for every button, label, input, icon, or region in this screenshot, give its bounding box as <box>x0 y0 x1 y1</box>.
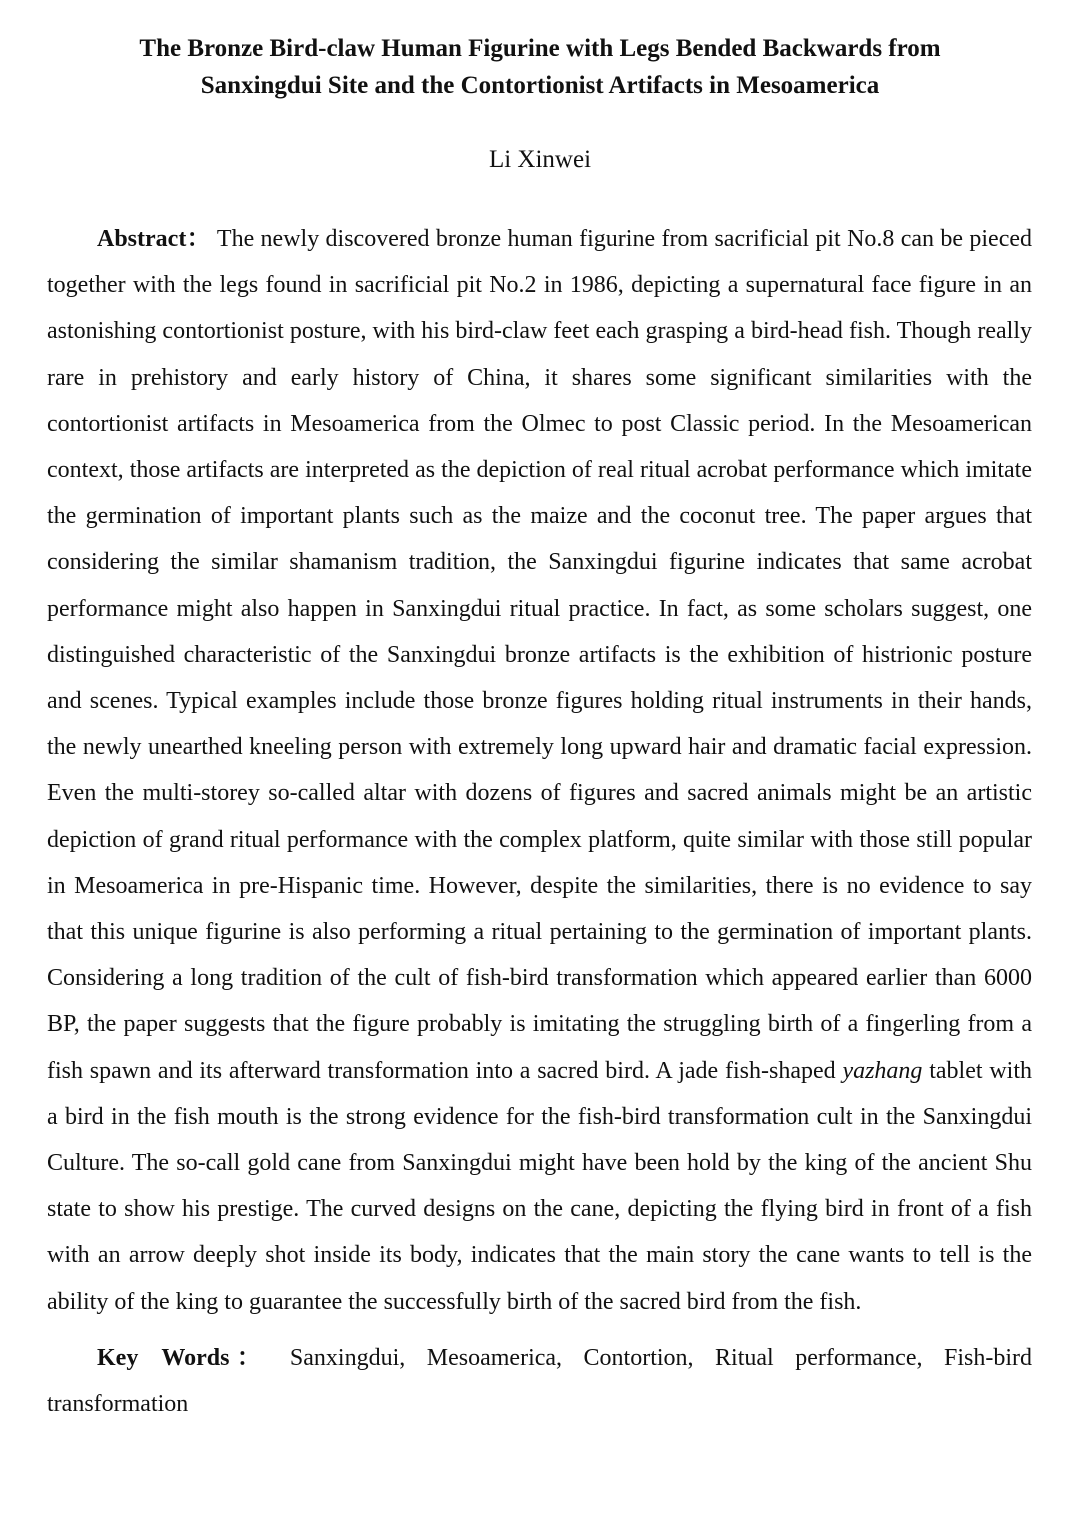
keywords-paragraph <box>47 1335 1032 1427</box>
abstract-text-part-1: The newly discovered bronze human figurine from sacrificial pit No.8 can be pieced together with the legs found in sacrificial pit No.2 in 1986, depicting a supernatural face figure in an astonishing contortionist posture, with his bird-claw feet each grasping a bird-head fish. Though really rare in prehistory and early history of China, it shares some significant similarities with the contortionist artifacts in Mesoamerica from the Olmec to post Classic period. In the Mesoamerican context, those artifacts are interpreted as the depiction of real ritual acrobat performance which imitate the germination of important plants such as the maize and the coconut tree. The paper argues that considering the similar shamanism tradition, the Sanxingdui figurine indicates that same acrobat performance might also happen in Sanxingdui ritual practice. In fact, as some scholars suggest, one distinguished characteristic of the Sanxingdui bronze artifacts is the exhibition of histrionic posture and scenes. Typical examples include those bronze figures holding ritual instruments in their hands, the newly unearthed kneeling person with extremely long upward hair and dramatic facial expression. Even the multi-storey so-called altar with dozens of figures and sacred animals might be an artistic depiction of grand ritual performance with the complex platform, quite similar with those still popular in Mesoamerica in pre-Hispanic time. However, despite the similarities, there is no evidence to say that this unique figurine is also performing a ritual pertaining to the germination of important plants. Considering a long tradition of the cult of fish-bird transformation which appeared earlier than 6000 BP, the paper suggests that the figure probably is imitating the struggling birth of a fingerling from a fish spawn and its afterward transformation into a sacred bird. A jade fish-shaped <box>47 226 1033 1084</box>
author-name: Li Xinwei <box>488 146 592 173</box>
abstract-label: Abstract： <box>97 226 211 252</box>
keywords-label: Key Words： <box>97 1345 269 1371</box>
paper-title <box>60 30 1020 104</box>
abstract-paragraph <box>47 216 1032 1325</box>
abstract-text-part-2: tablet with a bird in the fish mouth is the strong evidence for the fish-bird transformation cult in the Sanxingdui Culture. The so-call gold cane from Sanxingdui might have been hold by the king of the ancient Shu state to show his prestige. The curved designs on the cane, depicting the flying bird in front of a fish with an arrow deeply shot inside its body, indicates that the main story the cane wants to tell is the ability of the king to guarantee the successfully birth of the sacred bird from the fish. <box>47 1057 1033 1315</box>
title-line-2: Sanxingdui Site and the Contortionist Artifacts in Mesoamerica <box>200 72 880 99</box>
title-line-1: The Bronze Bird-claw Human Figurine with Legs Bended Backwards from <box>139 35 941 62</box>
abstract-italic-term: yazhang <box>842 1057 923 1084</box>
keywords-list: Sanxingdui, Mesoamerica, Contortion, Ritual performance, Fish-bird transformation <box>47 1345 1032 1417</box>
